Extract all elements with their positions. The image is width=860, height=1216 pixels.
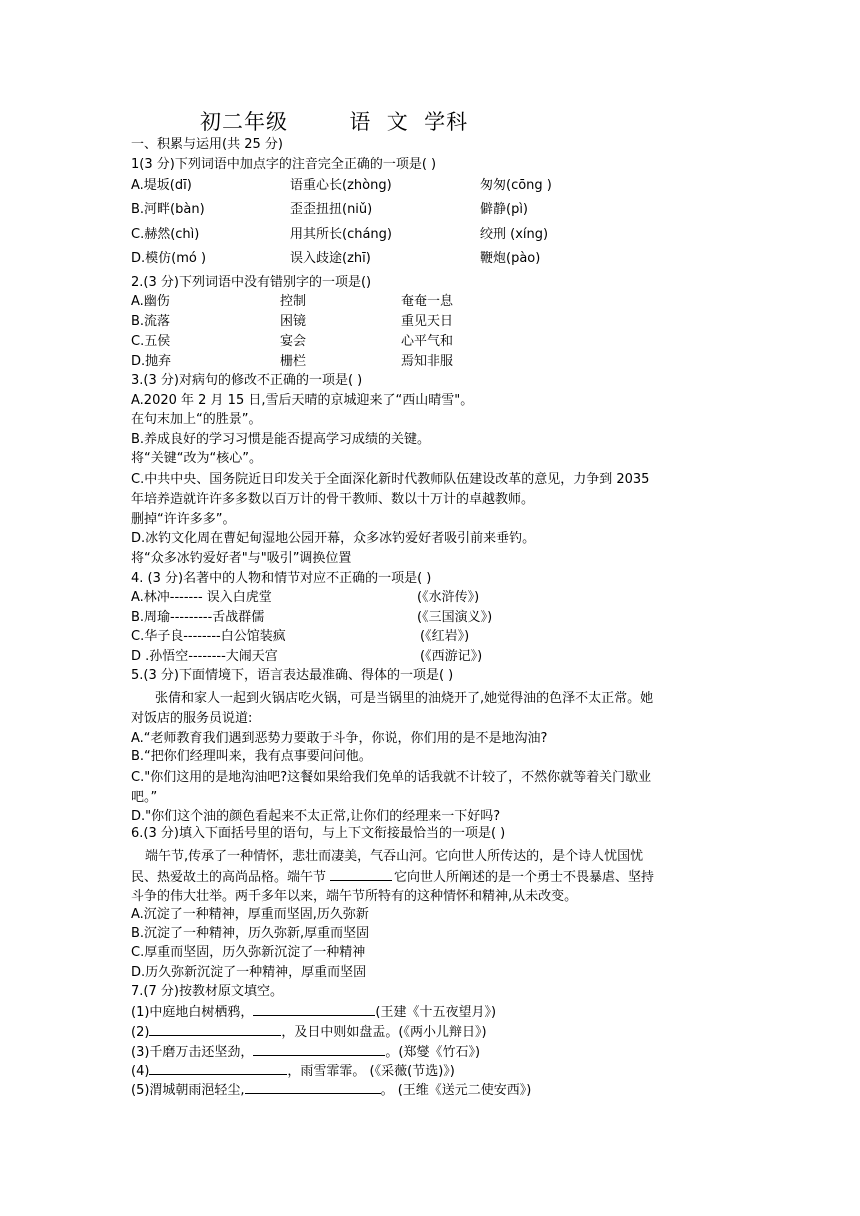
section-heading: 一、积累与运用(共 25 分) xyxy=(131,137,283,152)
question-4-book: (《水浒传》) xyxy=(417,590,480,605)
question-2-option-cell: 栅栏 xyxy=(280,354,307,369)
question-1-option-cell: 歪歪扭扭(niǔ) xyxy=(290,202,373,217)
question-1-option-cell: 用其所长(cháng) xyxy=(290,227,392,242)
question-2-option-cell: D.抛弃 xyxy=(131,354,172,369)
question-1-option-cell: C.赫然(chì) xyxy=(131,227,200,242)
question-2-option-cell: 重见天日 xyxy=(401,314,454,329)
question-7-item: (2) ，及日中则如盘盂。(《两小儿辩日》) xyxy=(131,1025,487,1040)
question-1-option-cell: 语重心长(zhòng) xyxy=(290,178,392,193)
answer-blank[interactable] xyxy=(245,1081,381,1094)
question-3-stem: 3.(3 分)对病句的修改不正确的一项是( ) xyxy=(131,373,363,388)
question-2-option-cell: B.流落 xyxy=(131,314,171,329)
question-1-option-cell: 僻静(pì) xyxy=(480,202,529,217)
question-2-option-cell: 控制 xyxy=(280,294,307,309)
page-title: 初二年级 语 文 学科 xyxy=(200,110,469,134)
question-4-character: B.周瑜---------舌战群儒 xyxy=(131,610,265,625)
question-2-option-cell: 宴会 xyxy=(280,334,307,349)
question-4-book: (《三国演义》) xyxy=(417,610,493,625)
answer-blank[interactable] xyxy=(149,1062,287,1075)
question-1-option-cell: 绞刑 (xíng) xyxy=(480,227,549,242)
question-5-line: 吧。” xyxy=(131,790,158,805)
question-5-line: D."你们这个油的颜色看起来不太正常,让你们的经理来一下好吗? xyxy=(131,809,501,824)
question-5-stem: 5.(3 分)下面情境下，语言表达最准确、得体的一项是( ) xyxy=(131,668,454,683)
question-2-option-cell: A.幽伤 xyxy=(131,294,170,309)
question-3-line: 在句末加上“的胜景”。 xyxy=(131,412,262,427)
question-1-option-cell: 鞭炮(pào) xyxy=(480,251,541,266)
question-2-option-cell: 困镜 xyxy=(280,314,307,329)
question-3-line: 将“关键“改为“核心”。 xyxy=(131,451,262,466)
question-4-character: C.华子良--------白公馆装疯 xyxy=(131,629,286,644)
question-6-passage-line: 端午节,传承了一种情怀，悲壮而凄美，气吞山河。它向世人所传达的，是个诗人忧国忧 xyxy=(145,849,644,864)
question-1-option-cell: 误入歧途(zhī) xyxy=(290,251,371,266)
answer-blank[interactable] xyxy=(149,1023,281,1036)
question-5-line: A.“老师教育我们遇到恶势力要敢于斗争，你说，你们用的是不是地沟油? xyxy=(131,731,548,746)
question-6-option: C.厚重而坚固，历久弥新沉淀了一种精神 xyxy=(131,945,366,960)
answer-blank[interactable] xyxy=(253,1003,375,1016)
question-7-item: (5)渭城朝雨浥轻尘, 。 (王维《送元二使安西》) xyxy=(131,1083,532,1098)
question-5-line: B.“把你们经理叫来，我有点事要问问他。 xyxy=(131,749,372,764)
question-3-line: A.2020 年 2 月 15 日,雪后天晴的京城迎来了“西山晴雪"。 xyxy=(131,393,474,408)
question-6-stem: 6.(3 分)填入下面括号里的语句，与上下文衔接最恰当的一项是( ) xyxy=(131,826,506,841)
question-6-passage-line: 民、热爱故土的高尚品格。端午节 它向世人所阐述的是一个勇士不畏暴虐、坚持 xyxy=(131,870,655,885)
question-1-option-cell: A.堤坂(dī) xyxy=(131,178,192,193)
question-1-option-cell: 匆匆(cōng ) xyxy=(480,178,552,193)
question-2-stem: 2.(3 分)下列词语中没有错别字的一项是() xyxy=(131,275,372,290)
answer-blank[interactable] xyxy=(253,1043,385,1056)
question-6-option: D.历久弥新沉淀了一种精神，厚重而坚固 xyxy=(131,965,367,980)
question-5-line: C."你们这用的是地沟油吧?这餐如果给我们免单的话我就不计较了，不然你就等着关门歇业 xyxy=(131,770,652,785)
question-3-line: 年培养造就许许多多数以百万计的骨干教师、数以十万计的卓越教师。 xyxy=(131,492,535,507)
question-4-book: (《西游记》) xyxy=(420,649,483,664)
question-7-item: (1)中庭地白树栖鸦， (王建《十五夜望月》) xyxy=(131,1005,497,1020)
question-4-character: A.林冲------- 误入白虎堂 xyxy=(131,590,272,605)
question-7-item: (4) ，雨雪霏霏。 (《采薇(节选)》) xyxy=(131,1064,455,1079)
question-3-line: D.冰钓文化周在曹妃甸湿地公园开幕，众多冰钓爱好者吸引前来垂钓。 xyxy=(131,531,536,546)
question-6-passage-line: 斗争的伟大壮举。两千多年以来，端午节所特有的这种情怀和精神,从未改变。 xyxy=(131,889,578,904)
question-7-stem: 7.(7 分)按教材原文填空。 xyxy=(131,984,283,999)
question-4-book: (《红岩》) xyxy=(420,629,470,644)
question-4-character: D .孙悟空--------大闹天宫 xyxy=(131,649,278,664)
question-2-option-cell: C.五侯 xyxy=(131,334,171,349)
question-5-line: 张倩和家人一起到火锅店吃火锅，可是当锅里的油烧开了,她觉得油的色泽不太正常。她 xyxy=(155,691,654,706)
question-5-line: 对饭店的服务员说道: xyxy=(131,711,253,726)
question-4-stem: 4. (3 分)名著中的人物和情节对应不正确的一项是( ) xyxy=(131,571,432,586)
question-3-line: 删掉“许许多多”。 xyxy=(131,512,236,527)
question-1-stem: 1(3 分)下列词语中加点字的注音完全正确的一项是( ) xyxy=(131,157,437,172)
question-7-item: (3)千磨万击还坚劲， 。(郑燮《竹石》) xyxy=(131,1045,481,1060)
question-2-option-cell: 心平气和 xyxy=(401,334,454,349)
question-3-line: 将“众多冰钓爱好者"与"吸引”调换位置 xyxy=(131,551,352,566)
question-1-option-cell: D.模仿(mó ) xyxy=(131,251,207,266)
question-6-option: B.沉淀了一种精神，历久弥新,厚重而坚固 xyxy=(131,926,370,941)
question-3-line: C.中共中央、国务院近日印发关于全面深化新时代教师队伍建设改革的意见，力争到 2035 xyxy=(131,472,650,487)
question-2-option-cell: 焉知非服 xyxy=(401,354,454,369)
question-1-option-cell: B.河畔(bàn) xyxy=(131,202,205,217)
question-6-option: A.沉淀了一种精神，厚重而坚固,历久弥新 xyxy=(131,907,369,922)
question-3-line: B.养成良好的学习习惯是能否提高学习成绩的关键。 xyxy=(131,432,431,447)
question-2-option-cell: 奄奄一息 xyxy=(401,294,454,309)
